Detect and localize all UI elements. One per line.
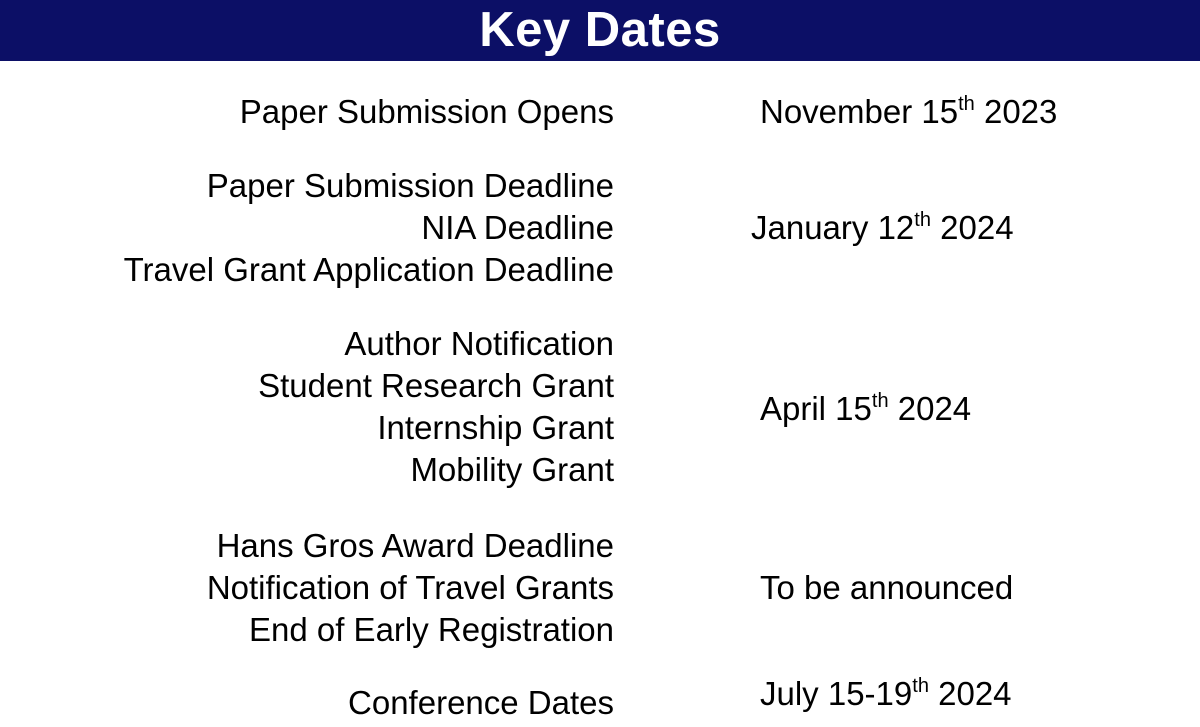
date-year: 2024 [930,209,1014,246]
group-1-date [760,91,1057,133]
date-year: 2024 [928,675,1012,712]
date-ordinal-suffix: th [871,390,889,412]
event-label: Travel Grant Application Deadline [123,251,614,288]
date-ordinal-suffix: th [958,93,975,115]
event-label: Paper Submission Deadline [206,167,614,204]
group-2-labels [124,165,614,291]
group-4-labels [207,525,614,651]
date-text: July 15-19 [760,675,913,712]
group-1-labels [240,91,614,133]
event-label: Student Research Grant [258,367,614,404]
event-label: NIA Deadline [421,209,614,246]
date-text: To be announced [760,569,1014,606]
date-ordinal-suffix: th [912,675,929,697]
event-label: Hans Gros Award Deadline [216,527,614,564]
group-3-date [760,388,971,430]
event-label: Conference Dates [348,684,614,721]
date-year: 2024 [888,390,972,427]
event-label: Paper Submission Opens [239,93,614,130]
date-ordinal-suffix: th [914,209,931,231]
group-4-date [760,567,1013,609]
date-text: January 12 [751,209,915,246]
key-dates-header [0,0,1200,61]
page-title: Key Dates [479,3,721,57]
event-label: Internship Grant [377,409,614,446]
event-label: Author Notification [344,325,614,362]
event-label: Mobility Grant [410,451,614,488]
group-5-labels [348,682,614,724]
group-2-date [751,207,1014,249]
group-3-labels [258,323,614,491]
event-label: End of Early Registration [248,611,614,648]
group-5-date [760,673,1012,715]
date-text: April 15 [760,390,872,427]
date-year: 2023 [974,93,1058,130]
event-label: Notification of Travel Grants [206,569,614,606]
date-text: November 15 [760,93,959,130]
